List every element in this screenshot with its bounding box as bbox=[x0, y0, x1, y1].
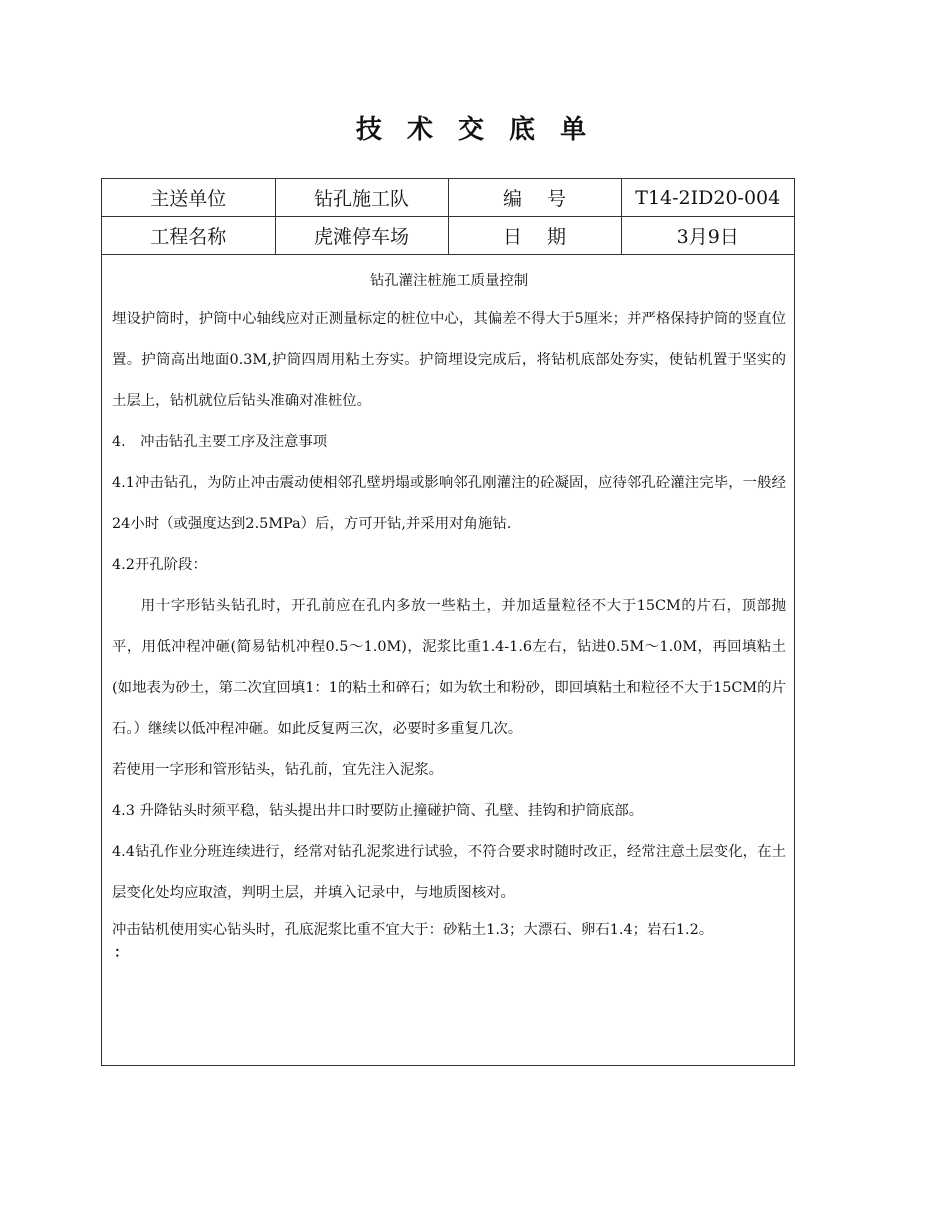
paragraph-4-4: 4.4钻孔作业分班连续进行，经常对钻孔泥浆进行试验，不符合要求时随时改正，经常注意土层变化，在土层变化处均应取渣，判明土层，并填入记录中，与地质图核对。 bbox=[112, 844, 786, 901]
paragraph-4-2: 4.2开孔阶段： bbox=[112, 557, 207, 573]
project-name-value: 虎滩停车场 bbox=[275, 217, 448, 255]
project-name-label: 工程名称 bbox=[102, 217, 275, 255]
paragraph-cross-bit: 用十字形钻头钻孔时，开孔前应在孔内多放一些粘土，并加适量粒径不大于15CM的片石，顶部抛平，用低冲程冲砸(简易钻机冲程0.5～1.0M)，泥浆比重1.4-1.6左右，钻进0.5M～1.0M，再回填粘土(如地表为砂土，第二次宜回填1：1的粘土和碎石；如为软土和粉砂，即回填粘土和粒径不大于15CM的片石。）继续以低冲程冲砸。如此反复两三次，必要时多重复几次。 bbox=[112, 598, 786, 737]
paragraph-slurry: 若使用一字形和管形钻头，钻孔前，宜先注入泥浆。 bbox=[112, 762, 443, 778]
paragraph-4-3: 4.3 升降钻头时须平稳，钻头提出井口时要防止撞碰护筒、孔壁、挂钩和护筒底部。 bbox=[112, 803, 644, 819]
paragraph-heading-4: 4. 冲击钻孔主要工序及注意事项 bbox=[112, 434, 328, 450]
content-body bbox=[102, 265, 794, 960]
recipient-label: 主送单位 bbox=[102, 179, 275, 217]
paragraph-casing: 埋设护筒时，护筒中心轴线应对正测量标定的桩位中心，其偏差不得大于5厘米；并严格保持护筒的竖直位置。护筒高出地面0.3M,护筒四周用粘土夯实。护筒埋设完成后，将钻机底部处夯实，使钻机置于坚实的土层上，钻机就位后钻头准确对准桩位。 bbox=[112, 311, 786, 409]
section-title: 钻孔灌注桩施工质量控制 bbox=[369, 273, 529, 289]
number-value: T14-2ID20-004 bbox=[621, 179, 794, 217]
trailing-colon: ： bbox=[114, 944, 129, 961]
header-table bbox=[102, 179, 794, 255]
paragraph-4-1: 4.1冲击钻孔，为防止冲击震动使相邻孔壁坍塌或影响邻孔刚灌注的砼凝固，应待邻孔砼灌注完毕，一般经24小时（或强度达到2.5MPa）后，方可开钻,并采用对角施钻. bbox=[112, 475, 786, 532]
number-label: 编 号 bbox=[448, 179, 621, 217]
date-label: 日 期 bbox=[448, 217, 621, 255]
date-value: 3月9日 bbox=[621, 217, 794, 255]
document-title: 技 术 交 底 单 bbox=[355, 115, 595, 145]
disclosure-sheet bbox=[101, 178, 795, 1066]
header-row-project bbox=[102, 217, 794, 255]
paragraph-density: 冲击钻机使用实心钻头时，孔底泥浆比重不宜大于：砂粘土1.3；大漂石、卵石1.4；岩石1.2。 bbox=[112, 922, 714, 938]
header-row-recipient bbox=[102, 179, 794, 217]
recipient-value: 钻孔施工队 bbox=[275, 179, 448, 217]
